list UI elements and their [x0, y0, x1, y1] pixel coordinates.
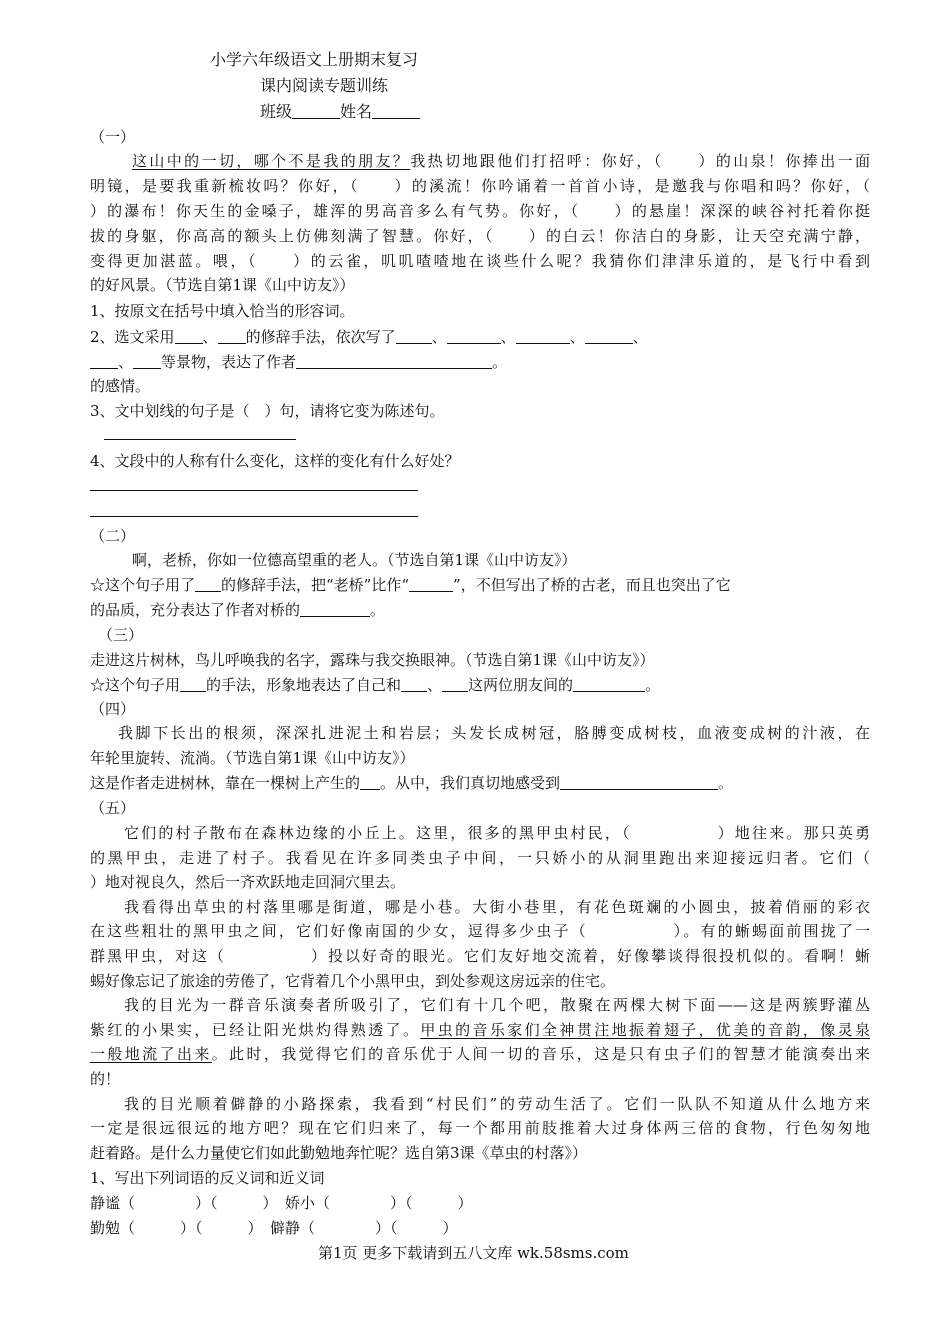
passage-5-line: 蜴好像忘记了旅途的劳倦了，它背着几个小黑甲虫，到处参观这房远亲的住宅。 — [90, 972, 616, 990]
question-1-4: 4、文段中的人称有什么变化，这样的变化有什么好处？ — [90, 452, 460, 470]
underlined-sentence: 甲虫的音乐家们全神贯注地振着翅子，优美的音韵，像灵泉 — [420, 1021, 870, 1039]
question-1-2-end: 的感情。 — [90, 377, 151, 395]
passage-2-line: 啊，老桥，你如一位德高望重的老人。（节选自第1课《山中访友》） — [132, 551, 577, 569]
passage-1-line: 明镜，是要我重新梳妆吗？你好，（ ）的溪流！你吟诵着一首首小诗，是邀我与你唱和吗？你好，（ — [90, 177, 870, 195]
question-3-line: ☆这个句子用 的手法，形象地表达了自己和 、 这两位朋友间的 。 — [90, 676, 661, 694]
question-4-line: 这是作者走进树林，靠在一棵树上产生的 。从中，我们真切地感受到 。 — [90, 774, 734, 792]
passage-5-line: 在这些粗壮的黑甲虫之间，它们好像南国的少女，逗得多少虫子（ ）。有的蜥蜴面前围拢了一 — [90, 922, 870, 940]
underlined-sentence: 一般地流了出来 — [90, 1045, 212, 1063]
passage-5-line: 它们的村子散布在森林边缘的小丘上。这里，很多的黑甲虫村民，（ ）地往来。那只英勇 — [124, 824, 870, 842]
name-label: 姓名 — [340, 103, 373, 121]
passage-5-line: 我的目光为一群音乐演奏者所吸引了，它们有十几个吧，散聚在两棵大树下面——这是两簇野灌丛 — [124, 996, 870, 1014]
class-label: 班级 — [260, 103, 293, 121]
answer-blank — [516, 329, 570, 344]
passage-5-line: 的黑甲虫，走进了村子。我看见在许多同类虫子中间，一只娇小的从洞里跑出来迎接远归者。它们（ — [90, 849, 870, 867]
section-2-label: （二） — [90, 527, 136, 545]
answer-blank — [90, 354, 118, 369]
passage-5-line: 一定是很远很远的地方吧？现在它们归来了，每一个都用前肢推着大过身体两三倍的食物，行色匆匆地 — [90, 1119, 870, 1137]
passage-5-line: 的！ — [90, 1070, 121, 1088]
answer-blank — [175, 329, 203, 344]
question-1-2: 2、选文采用 、 的修辞手法，依次写了 、 、 、 、 — [90, 328, 648, 346]
worksheet-subtitle: 课内阅读专题训练 — [260, 77, 389, 95]
passage-5-line: ）地对视良久，然后一齐欢跃地走回洞穴里去。 — [90, 873, 406, 891]
passage-5-line: 群黑甲虫，对这（ ）投以好奇的眼光。它们友好地交流着，好像攀谈得很投机似的。看啊！蜥 — [90, 947, 870, 965]
question-2-line: ☆这个句子用了 的修辞手法，把“老桥”比作“ ”，不但写出了桥的古老，而且也突出了它 — [90, 576, 731, 594]
question-2-line: 的品质，充分表达了作者对桥的 。 — [90, 601, 386, 619]
answer-blank — [442, 677, 468, 692]
answer-blank — [360, 775, 380, 790]
answer-blank — [396, 329, 432, 344]
answer-blank — [218, 329, 246, 344]
class-blank — [292, 104, 340, 119]
passage-5-line: 我看得出草虫的村落里哪是街道，哪是小巷。大街小巷里，有花色斑斓的小圆虫，披着俏丽的彩衣 — [124, 898, 870, 916]
word-row: 勤勉（ ）（ ） 僻静（ ）（ ） — [90, 1219, 458, 1237]
passage-1-line: 拔的身躯，你高高的额头上仿佛刻满了智慧。你好，（ ）的白云！你洁白的身影，让天空充满宁静， — [90, 227, 870, 245]
answer-blank — [573, 677, 645, 692]
passage-4-line: 我脚下长出的根须，深深扎进泥土和岩层；头发长成树冠，胳膊变成树枝，血液变成树的汁液，在 — [118, 724, 870, 742]
passage-5-line: 我的目光顺着僻静的小路探索，我看到“村民们”的劳动生活了。它们一队队不知道从什么地方来 — [124, 1095, 870, 1113]
passage-4-line: 年轮里旋转、流淌。（节选自第1课《山中访友》） — [90, 749, 415, 767]
name-blank — [372, 104, 420, 119]
answer-blank — [447, 329, 501, 344]
question-1-2-cont: 、 等景物，表达了作者 。 — [90, 353, 870, 371]
passage-1-line: 变得更加湛蓝。喂，（ ）的云雀，叽叽喳喳地在谈些什么呢？我猜你们津津乐道的，是飞行中看到 — [90, 252, 870, 270]
passage-5-line: 紫红的小果实，已经让阳光烘灼得熟透了。甲虫的音乐家们全神贯注地振着翅子，优美的音韵，像灵泉 — [90, 1021, 870, 1039]
answer-blank — [195, 577, 221, 592]
page-footer: 第1页 更多下载请到五八文库 wk.58sms.com — [318, 1244, 629, 1262]
passage-5-line: 一般地流了出来。此时，我觉得它们的音乐优于人间一切的音乐，这是只有虫子们的智慧才能演奏出来 — [90, 1045, 870, 1063]
answer-line — [90, 516, 418, 517]
underlined-sentence: 这山中的一切，哪个不是我的朋友？ — [132, 152, 411, 170]
answer-blank — [409, 577, 453, 592]
question-1-3: 3、文中划线的句子是（ ）句，请将它变为陈述句。 — [90, 402, 445, 420]
answer-blank — [296, 354, 492, 369]
answer-line — [104, 439, 296, 440]
passage-1-line: 的好风景。（节选自第1课《山中访友》） — [90, 276, 355, 294]
answer-blank — [401, 677, 427, 692]
question-1-1: 1、按原文在括号中填入恰当的形容词。 — [90, 302, 355, 320]
answer-blank — [585, 329, 633, 344]
passage-5-line: 赶着路。是什么力量使它们如此勤勉地奔忙呢？选自第3课《草虫的村落》） — [90, 1144, 588, 1162]
answer-blank — [300, 602, 370, 617]
class-name-line — [260, 103, 660, 121]
word-row: 静谧（ ）（ ） 娇小（ ）（ ） — [90, 1194, 473, 1212]
passage-1-line: 这山中的一切，哪个不是我的朋友？我热切地跟他们打招呼：你好，（ ）的山泉！你捧出一面 — [132, 152, 870, 170]
section-1-label: （一） — [90, 128, 136, 146]
answer-line — [90, 490, 418, 491]
section-5-label: （五） — [90, 799, 136, 817]
answer-blank — [180, 677, 206, 692]
answer-blank — [133, 354, 161, 369]
question-5-1: 1、写出下列词语的反义词和近义词 — [90, 1169, 325, 1187]
passage-3-line: 走进这片树林，鸟儿呼唤我的名字，露珠与我交换眼神。（节选自第1课《山中访友》） — [90, 651, 655, 669]
section-4-label: （四） — [90, 700, 136, 718]
worksheet-title: 小学六年级语文上册期末复习 — [210, 51, 419, 69]
answer-blank — [560, 775, 718, 790]
section-3-label: （三） — [98, 626, 144, 644]
passage-1-line: ）的瀑布！你天生的金嗓子，雄浑的男高音多么有气势。你好，（ ）的悬崖！深深的峡谷衬托着你挺 — [90, 202, 870, 220]
